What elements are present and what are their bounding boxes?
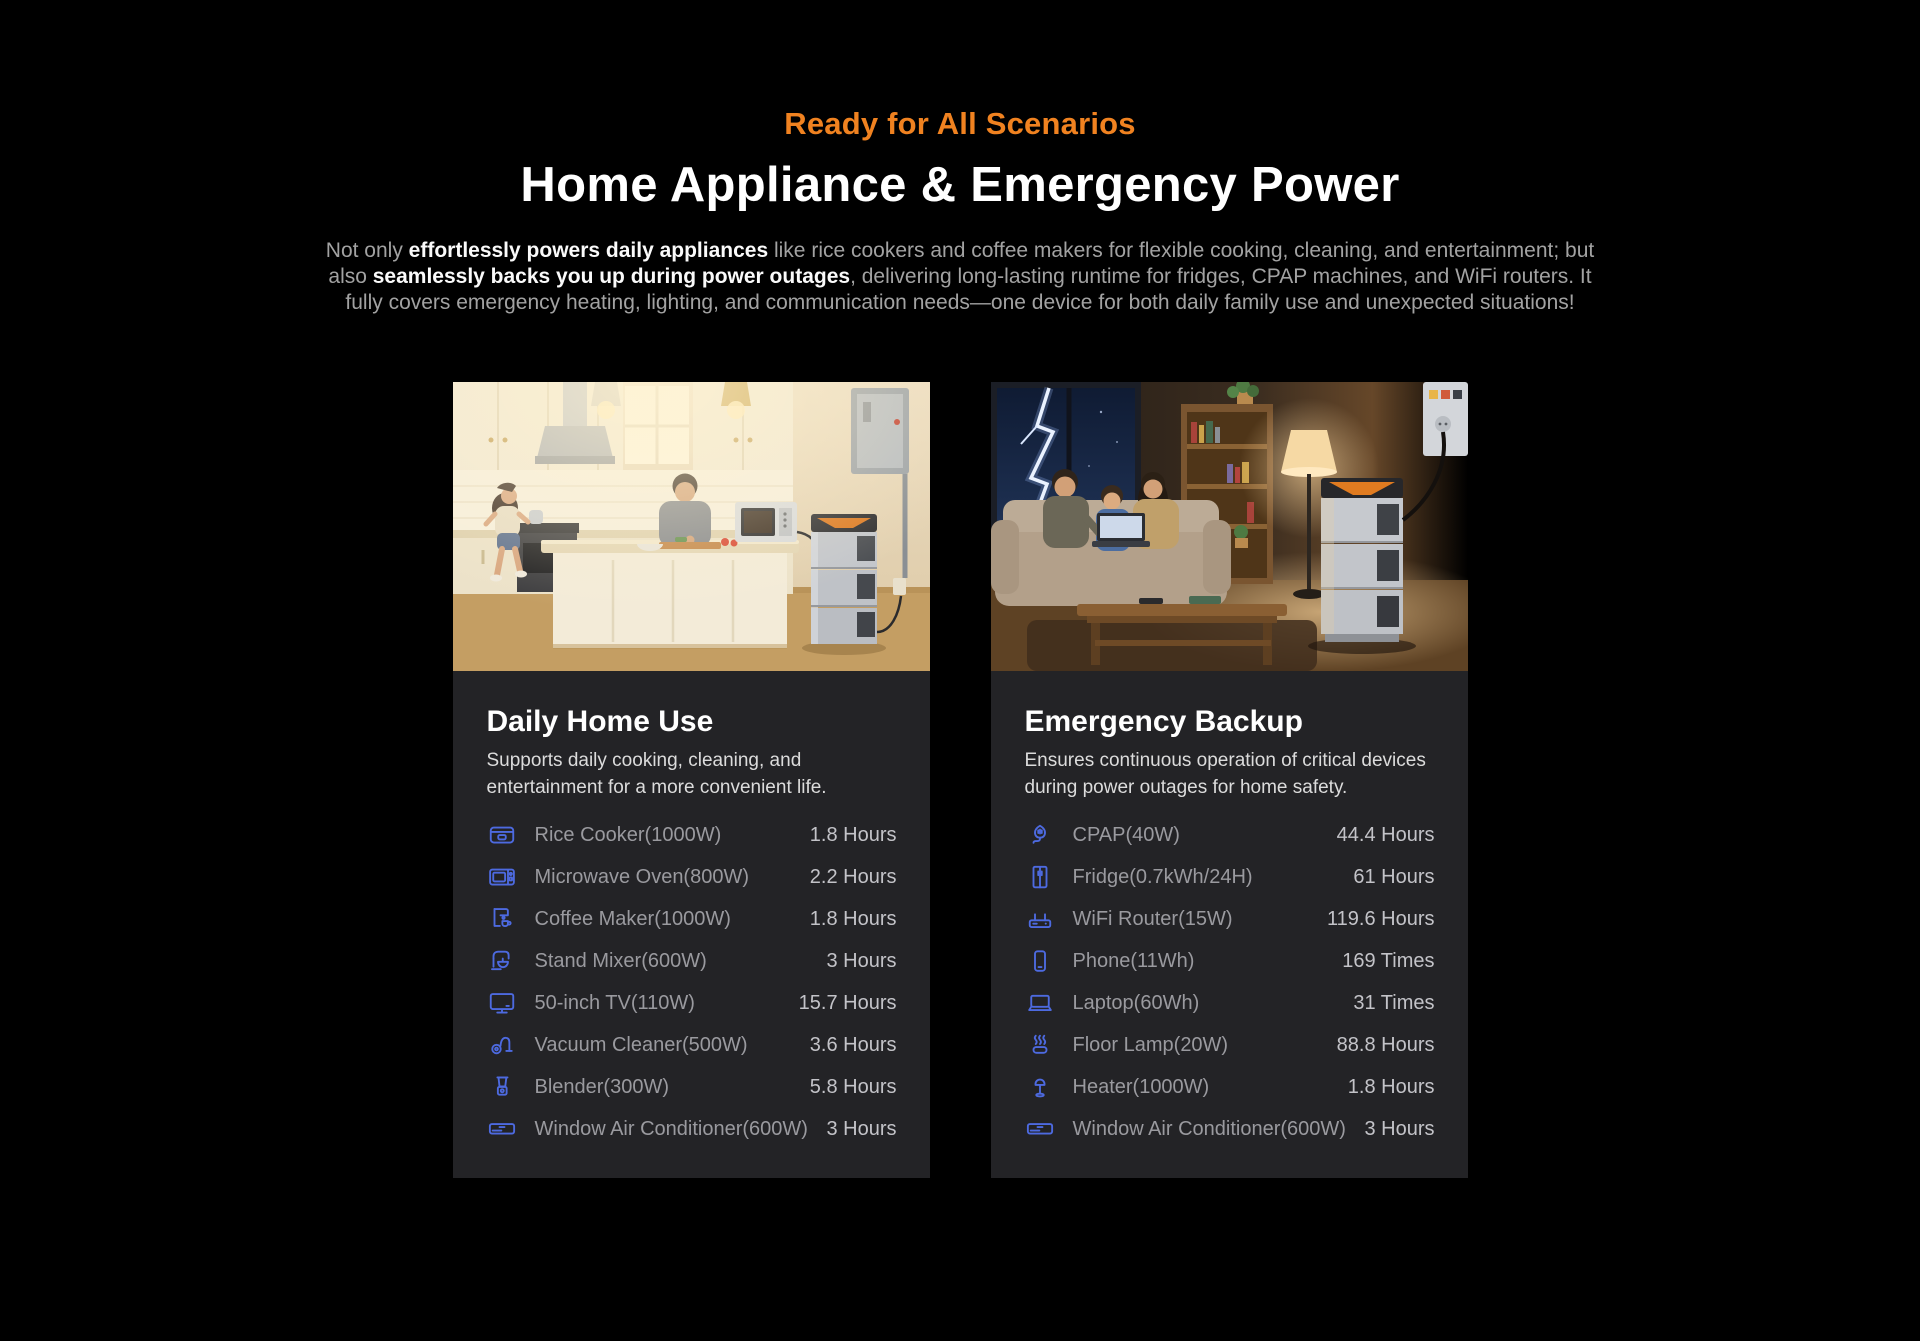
device-runtime: 44.4 Hours <box>1336 823 1435 846</box>
living-room-scene-illustration <box>991 382 1468 671</box>
intro-text: Not only <box>325 239 409 262</box>
device-runtime: 31 Times <box>1353 991 1435 1014</box>
appliance-runtime: 5.8 Hours <box>809 1075 897 1098</box>
section-title: Home Appliance & Emergency Power <box>520 158 1400 212</box>
daily-home-use-card <box>453 382 930 1178</box>
device-label: Window Air Conditioner(600W) <box>1072 1117 1346 1140</box>
intro-text: like rice cookers and coffee makers for flexible cooking, cleaning, and entertainment; but also <box>328 239 1595 288</box>
card-description: Ensures continuous operation of critical devices during power outages for home safety. <box>1024 750 1426 798</box>
appliance-runtime: 3 Hours <box>826 1117 897 1140</box>
card-title: Emergency Backup <box>1024 705 1303 738</box>
cpap-icon <box>1025 820 1055 850</box>
intro-highlight: seamlessly backs you up during power outages <box>372 265 851 288</box>
scenario-cards <box>0 382 1920 1178</box>
appliance-label: Microwave Oven(800W) <box>534 865 750 888</box>
appliance-row <box>487 898 897 940</box>
device-row <box>1025 940 1435 982</box>
window-ac-icon <box>1025 1114 1055 1144</box>
appliance-runtime: 2.2 Hours <box>809 865 897 888</box>
device-label: Phone(11Wh) <box>1072 949 1195 972</box>
section-intro <box>315 238 1605 316</box>
daily-home-use-content <box>453 671 930 1150</box>
section-eyebrow: Ready for All Scenarios <box>784 106 1136 141</box>
device-label: WiFi Router(15W) <box>1072 907 1233 930</box>
appliance-runtime: 1.8 Hours <box>809 823 897 846</box>
appliance-row <box>487 814 897 856</box>
wifi-router-icon <box>1025 904 1055 934</box>
coffee-maker-icon <box>487 904 517 934</box>
device-row <box>1025 1066 1435 1108</box>
appliance-row <box>487 1066 897 1108</box>
kitchen-scene-illustration <box>453 382 930 671</box>
device-label: Floor Lamp(20W) <box>1072 1033 1229 1056</box>
device-runtime: 169 Times <box>1342 949 1435 972</box>
appliance-row <box>487 940 897 982</box>
emergency-backup-content <box>991 671 1468 1150</box>
appliance-list <box>487 814 897 1150</box>
device-runtime: 88.8 Hours <box>1336 1033 1435 1056</box>
appliance-label: Rice Cooker(1000W) <box>534 823 722 846</box>
appliance-row <box>487 856 897 898</box>
appliance-label: Coffee Maker(1000W) <box>534 907 731 930</box>
vacuum-cleaner-icon <box>487 1030 517 1060</box>
rice-cooker-icon <box>487 820 517 850</box>
daily-home-use-photo <box>453 382 930 671</box>
appliance-row <box>487 982 897 1024</box>
device-row <box>1025 1024 1435 1066</box>
device-row <box>1025 898 1435 940</box>
device-row <box>1025 814 1435 856</box>
device-runtime: 119.6 Hours <box>1327 907 1435 930</box>
appliance-label: Vacuum Cleaner(500W) <box>534 1033 748 1056</box>
fridge-icon <box>1025 862 1055 892</box>
blender-icon <box>487 1072 517 1102</box>
appliance-label: Stand Mixer(600W) <box>534 949 707 972</box>
emergency-backup-card <box>991 382 1468 1178</box>
device-list <box>1025 814 1435 1150</box>
appliance-label: 50-inch TV(110W) <box>534 991 695 1014</box>
appliance-row <box>487 1108 897 1150</box>
appliance-row <box>487 1024 897 1066</box>
phone-icon <box>1025 946 1055 976</box>
device-row <box>1025 982 1435 1024</box>
window-ac-icon <box>487 1114 517 1144</box>
card-description: Supports daily cooking, cleaning, and entertainment for a more convenient life. <box>486 750 827 798</box>
device-runtime: 61 Hours <box>1353 865 1435 888</box>
device-label: CPAP(40W) <box>1072 823 1180 846</box>
emergency-backup-photo <box>991 382 1468 671</box>
device-row <box>1025 856 1435 898</box>
appliance-label: Blender(300W) <box>534 1075 670 1098</box>
card-title: Daily Home Use <box>486 705 714 738</box>
intro-text: , delivering long-lasting runtime for fridges, CPAP machines, and WiFi routers. It fully covers emergency heating, lighting, and communication needs—one device for both daily family use and unexpected situations! <box>345 265 1592 314</box>
device-label: Heater(1000W) <box>1072 1075 1210 1098</box>
heat-waves-icon <box>1025 1030 1055 1060</box>
intro-highlight: effortlessly powers daily appliances <box>408 239 769 262</box>
stand-mixer-icon <box>487 946 517 976</box>
appliance-runtime: 15.7 Hours <box>798 991 897 1014</box>
appliance-runtime: 1.8 Hours <box>809 907 897 930</box>
device-row <box>1025 1108 1435 1150</box>
device-label: Laptop(60Wh) <box>1072 991 1200 1014</box>
device-runtime: 3 Hours <box>1364 1117 1435 1140</box>
device-runtime: 1.8 Hours <box>1347 1075 1435 1098</box>
tv-icon <box>487 988 517 1018</box>
microwave-oven-icon <box>487 862 517 892</box>
lamp-icon <box>1025 1072 1055 1102</box>
appliance-runtime: 3 Hours <box>826 949 897 972</box>
appliance-label: Window Air Conditioner(600W) <box>534 1117 808 1140</box>
appliance-runtime: 3.6 Hours <box>809 1033 897 1056</box>
device-label: Fridge(0.7kWh/24H) <box>1072 865 1253 888</box>
laptop-icon <box>1025 988 1055 1018</box>
